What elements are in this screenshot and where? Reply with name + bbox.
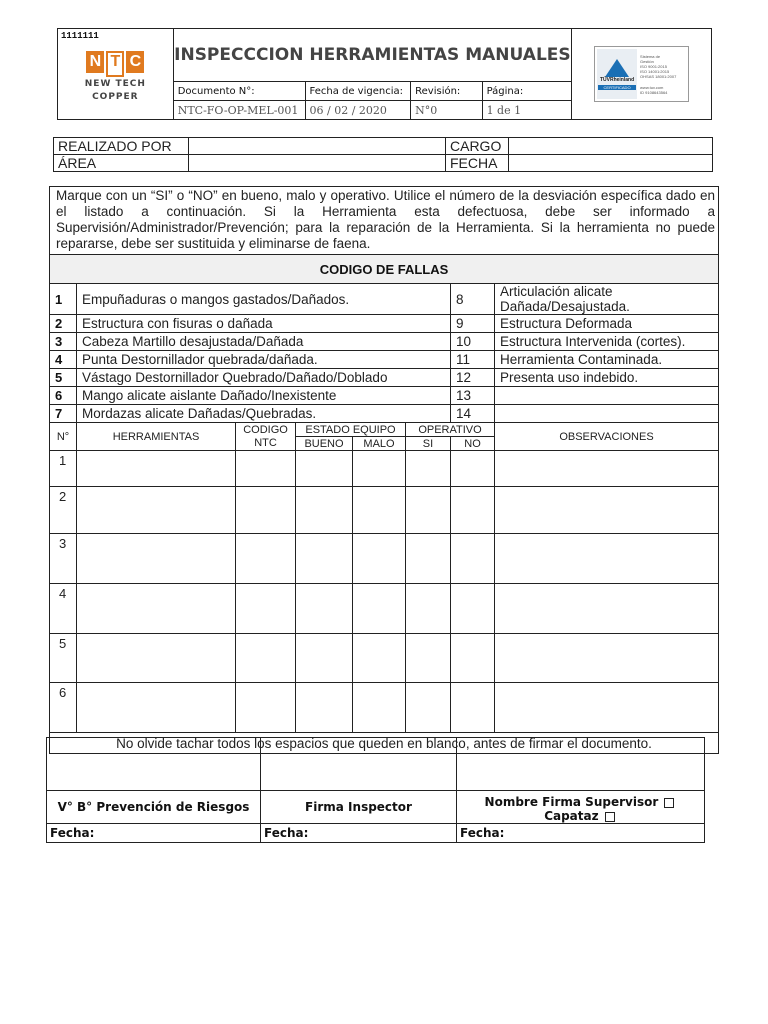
herramienta-cell[interactable] xyxy=(77,451,236,487)
si-cell[interactable] xyxy=(406,487,451,534)
date-value: 06 / 02 / 2020 xyxy=(305,101,411,120)
cert-brand: TÜVRheinland xyxy=(599,76,635,83)
doc-label: Documento N°: xyxy=(173,82,305,101)
falla-number: 7 xyxy=(50,405,77,423)
col-header-codigo: CODIGO NTC xyxy=(236,423,296,451)
bueno-cell[interactable] xyxy=(296,534,353,584)
falla-text xyxy=(495,387,719,405)
doc-value: NTC-FO-OP-MEL-001 xyxy=(173,101,305,120)
table-row xyxy=(50,634,719,683)
falla-row xyxy=(50,351,719,369)
no-cell[interactable] xyxy=(451,683,495,733)
observaciones-cell[interactable] xyxy=(495,584,719,634)
vb-signature-box[interactable] xyxy=(47,738,261,791)
fecha-vb[interactable]: Fecha: xyxy=(47,824,261,843)
no-cell[interactable] xyxy=(451,487,495,534)
inspector-signature-box[interactable] xyxy=(261,738,457,791)
bueno-cell[interactable] xyxy=(296,451,353,487)
malo-cell[interactable] xyxy=(353,451,406,487)
area-label: ÁREA xyxy=(54,155,189,172)
logo-letter: T xyxy=(106,51,124,77)
malo-cell[interactable] xyxy=(353,683,406,733)
cert-url: www.tuv.com xyxy=(640,84,664,90)
falla-number: 11 xyxy=(451,351,495,369)
col-header-estado: ESTADO EQUIPO xyxy=(296,423,406,437)
si-cell[interactable] xyxy=(406,451,451,487)
col-header-no: NO xyxy=(451,437,495,451)
row-number: 2 xyxy=(50,487,77,534)
cert-id: ID 9108643564 xyxy=(640,89,668,95)
row-number: 3 xyxy=(50,534,77,584)
info-table xyxy=(53,137,713,172)
col-header-operativo: OPERATIVO xyxy=(406,423,495,437)
falla-number: 10 xyxy=(451,333,495,351)
codigo-cell[interactable] xyxy=(236,584,296,634)
falla-text: Estructura Deformada xyxy=(495,315,719,333)
ntc-logo-mark xyxy=(85,51,145,77)
codigo-cell[interactable] xyxy=(236,451,296,487)
inspector-label: Firma Inspector xyxy=(261,791,457,824)
col-header-bueno: BUENO xyxy=(296,437,353,451)
area-field[interactable] xyxy=(189,155,446,172)
cert-line: OHSAS 18001:2007 xyxy=(640,73,677,79)
row-number: 1 xyxy=(50,451,77,487)
table-row xyxy=(50,451,719,487)
tuv-logo xyxy=(597,49,637,99)
cert-badge: CERTIFICADO xyxy=(598,85,636,90)
falla-row xyxy=(50,284,719,315)
herramienta-cell[interactable] xyxy=(77,584,236,634)
observaciones-cell[interactable] xyxy=(495,487,719,534)
falla-text: Empuñaduras o mangos gastados/Dañados. xyxy=(77,284,451,315)
no-cell[interactable] xyxy=(451,584,495,634)
supervisor-checkbox[interactable] xyxy=(664,798,674,808)
codigo-fallas-title: CODIGO DE FALLAS xyxy=(50,255,719,284)
table-row xyxy=(50,683,719,733)
codigo-cell[interactable] xyxy=(236,534,296,584)
row-number: 5 xyxy=(50,634,77,683)
fecha-supervisor[interactable]: Fecha: xyxy=(457,824,705,843)
falla-text xyxy=(495,405,719,423)
falla-row xyxy=(50,387,719,405)
bueno-cell[interactable] xyxy=(296,487,353,534)
document-title: INSPECCCION HERRAMIENTAS MANUALES xyxy=(173,29,571,82)
falla-row xyxy=(50,369,719,387)
si-cell[interactable] xyxy=(406,584,451,634)
page-label: Página: xyxy=(482,82,572,101)
no-cell[interactable] xyxy=(451,634,495,683)
logo-letter: C xyxy=(126,51,144,73)
herramienta-cell[interactable] xyxy=(77,487,236,534)
bueno-cell[interactable] xyxy=(296,683,353,733)
table-row xyxy=(50,584,719,634)
observaciones-cell[interactable] xyxy=(495,634,719,683)
cert-line: Sistema de xyxy=(640,53,661,59)
falla-number: 12 xyxy=(451,369,495,387)
company-logo xyxy=(58,29,174,120)
capataz-checkbox[interactable] xyxy=(605,812,615,822)
fecha-inspector[interactable]: Fecha: xyxy=(261,824,457,843)
cargo-field[interactable] xyxy=(509,138,713,155)
cargo-label: CARGO xyxy=(446,138,509,155)
table-row xyxy=(50,534,719,584)
supervisor-label: Nombre Firma Supervisor xyxy=(484,795,659,809)
col-header-herramientas: HERRAMIENTAS xyxy=(77,423,236,451)
codigo-cell[interactable] xyxy=(236,683,296,733)
falla-row xyxy=(50,315,719,333)
page-value: 1 de 1 xyxy=(482,101,572,120)
falla-text: Herramienta Contaminada. xyxy=(495,351,719,369)
row-number: 4 xyxy=(50,584,77,634)
falla-row xyxy=(50,405,719,423)
falla-number: 4 xyxy=(50,351,77,369)
cert-line: ISO 14001:2015 xyxy=(640,68,670,74)
malo-cell[interactable] xyxy=(353,487,406,534)
triangle-icon xyxy=(605,59,629,77)
falla-row xyxy=(50,333,719,351)
observaciones-cell[interactable] xyxy=(495,534,719,584)
falla-number: 3 xyxy=(50,333,77,351)
signature-table xyxy=(46,737,705,843)
falla-number: 2 xyxy=(50,315,77,333)
falla-text: Presenta uso indebido. xyxy=(495,369,719,387)
falla-number: 5 xyxy=(50,369,77,387)
supervisor-signature-box[interactable] xyxy=(457,738,705,791)
inspection-table xyxy=(49,186,719,754)
capataz-label: Capataz xyxy=(544,809,599,823)
cert-line: ISO 9001:2015 xyxy=(640,63,667,69)
falla-number: 1 xyxy=(50,284,77,315)
falla-number: 6 xyxy=(50,387,77,405)
col-header-number: N° xyxy=(50,423,77,451)
herramienta-cell[interactable] xyxy=(77,634,236,683)
falla-text: Vástago Destornillador Quebrado/Dañado/Doblado xyxy=(77,369,451,387)
malo-cell[interactable] xyxy=(353,534,406,584)
bueno-cell[interactable] xyxy=(296,584,353,634)
fecha-label: FECHA xyxy=(446,155,509,172)
col-header-si: SI xyxy=(406,437,451,451)
no-cell[interactable] xyxy=(451,451,495,487)
falla-text: Articulación alicate Dañada/Desajustada. xyxy=(495,284,719,315)
vb-label: V° B° Prevención de Riesgos xyxy=(47,791,261,824)
logo-text-line2: COPPER xyxy=(92,92,139,102)
malo-cell[interactable] xyxy=(353,634,406,683)
certification-badge xyxy=(572,29,712,120)
falla-number: 14 xyxy=(451,405,495,423)
si-cell[interactable] xyxy=(406,634,451,683)
realizado-label: REALIZADO POR xyxy=(54,138,189,155)
logo-letter: N xyxy=(86,51,104,73)
observaciones-cell[interactable] xyxy=(495,683,719,733)
si-cell[interactable] xyxy=(406,683,451,733)
supervisor-label-cell xyxy=(457,791,705,824)
fecha-field[interactable] xyxy=(509,155,713,172)
instructions-text: Marque con un “SI” o “NO” en bueno, malo y operativo. Utilice el número de la desviación específica dado en el listado a continuación. Si la Herramienta esta defectuosa, debe ser informado a Supervisión/Administrador/Prevención; para la reparación de la Herramienta. Si la herramienta no puede repararse, debe ser sustituida y eliminarse de faena. xyxy=(50,187,719,255)
revision-label: Revisión: xyxy=(411,82,482,101)
falla-text: Estructura Intervenida (cortes). xyxy=(495,333,719,351)
date-label: Fecha de vigencia: xyxy=(305,82,411,101)
bueno-cell[interactable] xyxy=(296,634,353,683)
row-number: 6 xyxy=(50,683,77,733)
cert-line: Gestión xyxy=(640,58,654,64)
no-cell[interactable] xyxy=(451,534,495,584)
herramienta-cell[interactable] xyxy=(77,683,236,733)
falla-text: Mordazas alicate Dañadas/Quebradas. xyxy=(77,405,451,423)
si-cell[interactable] xyxy=(406,534,451,584)
falla-number: 13 xyxy=(451,387,495,405)
falla-text: Punta Destornillador quebrada/dañada. xyxy=(77,351,451,369)
falla-text: Cabeza Martillo desajustada/Dañada xyxy=(77,333,451,351)
document-header xyxy=(57,28,712,120)
logo-text-line1: NEW TECH xyxy=(84,79,146,89)
codigo-cell[interactable] xyxy=(236,487,296,534)
col-header-malo: MALO xyxy=(353,437,406,451)
falla-number: 8 xyxy=(451,284,495,315)
falla-text: Mango alicate aislante Dañado/Inexistente xyxy=(77,387,451,405)
revision-value: N°0 xyxy=(411,101,482,120)
reminder-text: No olvide tachar todos los espacios que queden en blanco, antes de firmar el documento. xyxy=(50,733,719,754)
falla-text: Estructura con fisuras o dañada xyxy=(77,315,451,333)
realizado-field[interactable] xyxy=(189,138,446,155)
table-row xyxy=(50,487,719,534)
malo-cell[interactable] xyxy=(353,584,406,634)
codigo-cell[interactable] xyxy=(236,634,296,683)
herramienta-cell[interactable] xyxy=(77,534,236,584)
falla-number: 9 xyxy=(451,315,495,333)
col-header-observaciones: OBSERVACIONES xyxy=(495,423,719,451)
observaciones-cell[interactable] xyxy=(495,451,719,487)
logo-code: 1111111 xyxy=(61,31,99,41)
